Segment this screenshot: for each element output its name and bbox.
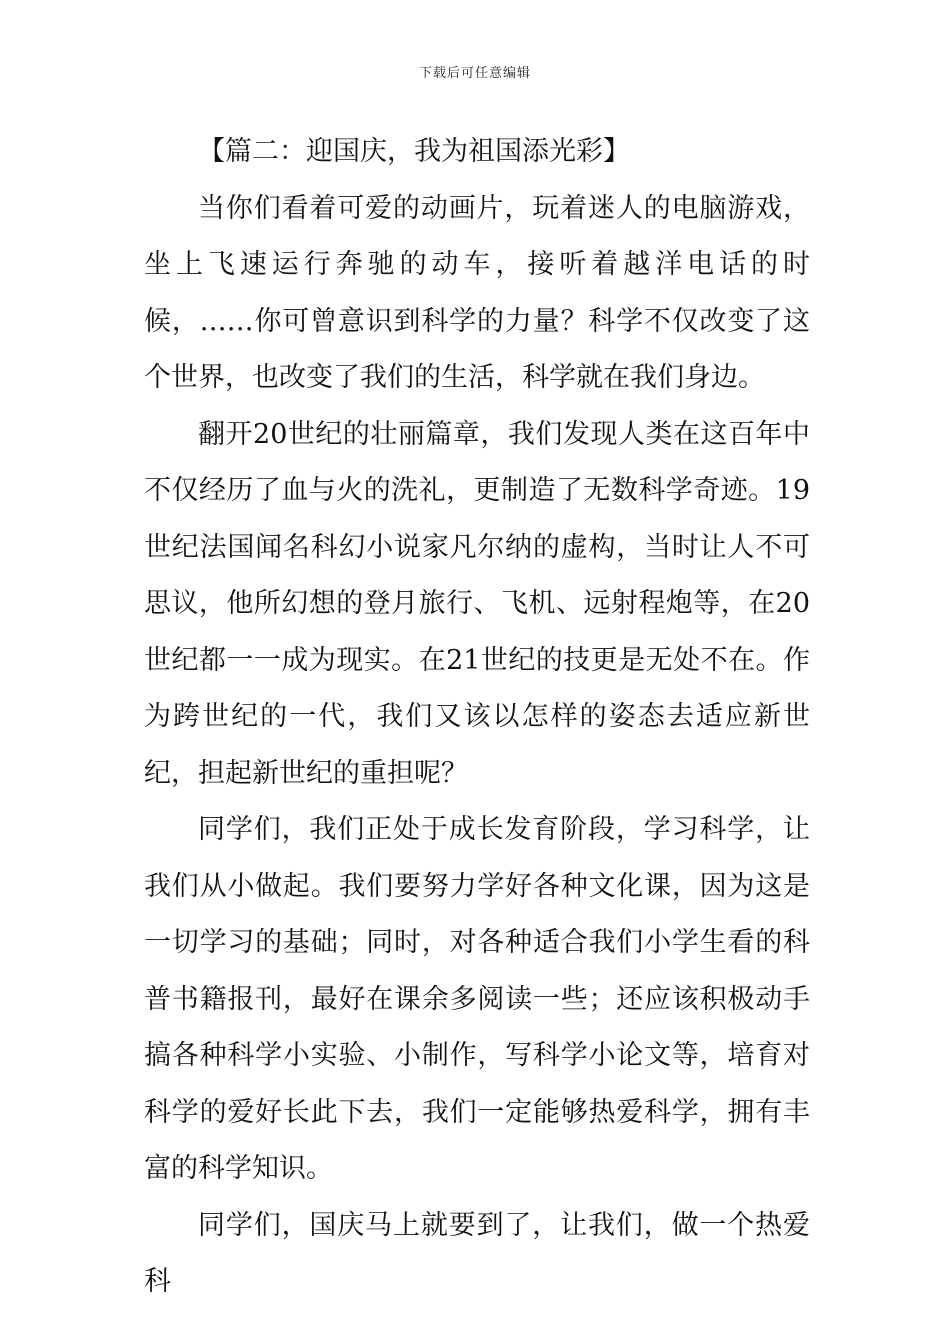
document-body xyxy=(144,124,810,1311)
document-title: 【篇二：迎国庆，我为祖国添光彩】 xyxy=(198,136,630,167)
paragraph-2: 翻开20世纪的壮丽篇章，我们发现人类在这百年中不仅经历了血与火的洗礼，更制造了无数科学奇迹。19世纪法国闻名科幻小说家凡尔纳的虚构，当时让人不可思议，他所幻想的登月旅行、飞机、远射程炮等，在20世纪都一一成为现实。在21世纪的技更是无处不在。作为跨世纪的一代，我们又该以怎样的姿态去适应新世纪，担起新世纪的重担呢？ xyxy=(144,418,810,789)
paragraph-4: 同学们，国庆马上就要到了，让我们，做一个热爱科 xyxy=(144,1209,810,1297)
paragraph-1: 当你们看着可爱的动画片，玩着迷人的电脑游戏，坐上飞速运行奔驰的动车，接听着越洋电话的时候，……你可曾意识到科学的力量？科学不仅改变了这个世界，也改变了我们的生活，科学就在我们身边。 xyxy=(144,192,810,393)
paragraph-3: 同学们，我们正处于成长发育阶段，学习科学，让我们从小做起。我们要努力学好各种文化课，因为这是一切学习的基础；同时，对各种适合我们小学生看的科普书籍报刊，最好在课余多阅读一些；还应该积极动手搞各种科学小实验、小制作，写科学小论文等，培育对科学的爱好长此下去，我们一定能够热爱科学，拥有丰富的科学知识。 xyxy=(144,814,810,1184)
page-header: 下载后可任意编辑 xyxy=(418,66,531,81)
